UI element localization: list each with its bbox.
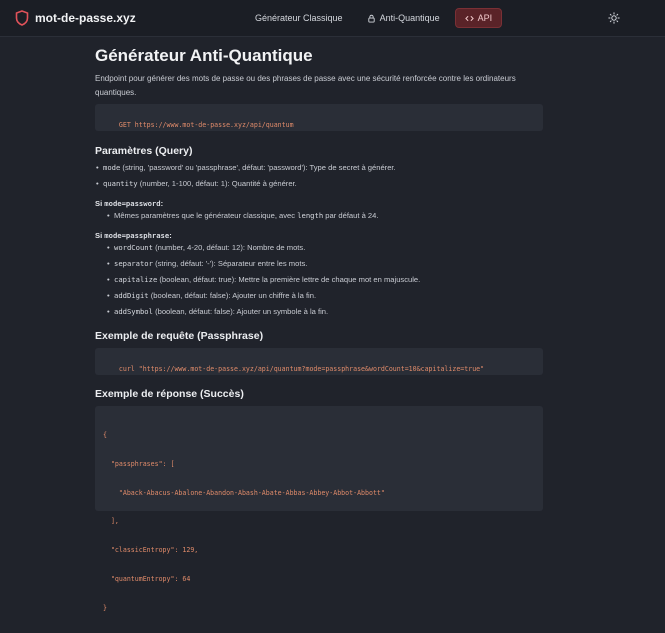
endpoint-code-block[interactable] xyxy=(95,104,543,131)
json-line: { xyxy=(103,431,107,439)
json-line: "quantumEntropy": 64 xyxy=(103,574,191,583)
param-item xyxy=(103,179,297,188)
sun-icon[interactable] xyxy=(608,12,620,24)
param-desc: (number, 1-100, défaut: 1): Quantité à générer. xyxy=(137,179,297,188)
passphrase-param-item: • addSymbol (boolean, défaut: false): Ajouter un symbole à la fin. xyxy=(114,307,328,316)
password-mode-item: • Mêmes paramètres que le générateur classique, avec length par défaut à 24. xyxy=(114,211,378,220)
params-heading: Paramètres (Query) xyxy=(95,145,193,157)
code-icon xyxy=(465,14,474,23)
brand-name: mot-de-passe.xyz xyxy=(35,11,136,25)
param-item xyxy=(103,163,396,172)
passphrase-param-item: • separator (string, défaut: '-'): Séparateur entre les mots. xyxy=(114,259,307,268)
param-name: mode xyxy=(103,163,121,172)
passphrase-param-item: • addDigit (boolean, défaut: false): Ajouter un chiffre à la fin. xyxy=(114,291,316,300)
request-heading: Exemple de requête (Passphrase) xyxy=(95,330,264,342)
page-lead: Endpoint pour générer des mots de passe ou des phrases de passe avec une sécurité renforcée contre les ordinateurs quantiques. xyxy=(95,74,516,97)
endpoint-code: GET https://www.mot-de-passe.xyz/api/quantum xyxy=(118,121,294,129)
main-nav xyxy=(246,8,502,28)
passphrase-mode-heading: Si mode=passphrase: xyxy=(95,231,172,240)
json-line: "Aback-Abacus-Abalone-Abandon-Abash-Abate-Abbas-Abbey-Abbot-Abbott" xyxy=(103,488,385,497)
response-heading: Exemple de réponse (Succès) xyxy=(95,388,244,400)
nav-api[interactable] xyxy=(455,8,503,28)
request-code-block[interactable] xyxy=(95,348,543,375)
param-desc: (string, 'password' ou 'passphrase', défaut: 'password'): Type de secret à générer. xyxy=(120,163,396,172)
json-line: ], xyxy=(103,517,119,526)
nav-quantum-label: Anti-Quantique xyxy=(379,13,440,23)
nav-anti-quantum[interactable] xyxy=(358,8,449,28)
nav-api-label: API xyxy=(477,13,493,23)
shield-icon xyxy=(15,10,29,26)
top-bar xyxy=(0,0,665,37)
json-line: } xyxy=(103,603,107,612)
param-name: quantity xyxy=(103,179,138,188)
passphrase-param-item: • capitalize (boolean, défaut: true): Mettre la première lettre de chaque mot en majuscule. xyxy=(114,275,420,284)
json-line: "passphrases": [ xyxy=(103,459,175,468)
nav-classic-generator[interactable] xyxy=(246,8,352,28)
json-line: "classicEntropy": 129, xyxy=(103,546,199,555)
request-code: curl "https://www.mot-de-passe.xyz/api/quantum?mode=passphrase&wordCount=10&capitalize=true" xyxy=(118,365,485,373)
lock-icon xyxy=(367,14,376,23)
passphrase-param-item: • wordCount (number, 4-20, défaut: 12): Nombre de mots. xyxy=(114,243,305,252)
page-title: Générateur Anti-Quantique xyxy=(95,46,313,65)
response-code-block[interactable] xyxy=(95,406,543,612)
nav-classic-label: Générateur Classique xyxy=(255,13,343,23)
brand-link[interactable] xyxy=(15,10,136,26)
password-mode-heading: Si mode=password: xyxy=(95,199,164,208)
